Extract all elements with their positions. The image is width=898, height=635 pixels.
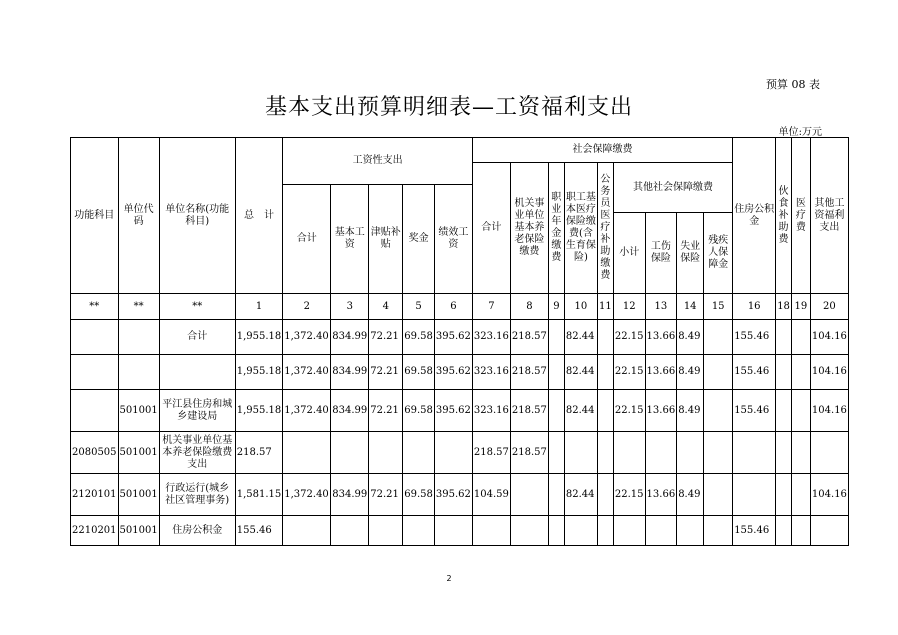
cell-annuity bbox=[548, 355, 564, 390]
cell-performance: 395.62 bbox=[434, 355, 472, 390]
header-injury: 工伤保险 bbox=[645, 213, 677, 294]
cell-disability bbox=[704, 432, 733, 474]
header-unemployment: 失业保险 bbox=[677, 213, 704, 294]
header-allowance: 津贴补贴 bbox=[369, 185, 403, 294]
index-cell: 11 bbox=[597, 294, 613, 320]
cell-code: 501001 bbox=[118, 432, 159, 474]
cell-other-welfare: 104.16 bbox=[810, 355, 848, 390]
cell-code bbox=[118, 355, 159, 390]
cell-social-total: 218.57 bbox=[472, 432, 510, 474]
cell-medical: 82.44 bbox=[564, 320, 597, 355]
budget-table bbox=[70, 137, 849, 546]
cell-allowance: 72.21 bbox=[369, 474, 403, 516]
cell-allowance: 72.21 bbox=[369, 390, 403, 432]
cell-medical bbox=[564, 432, 597, 474]
cell-basic-wage: 834.99 bbox=[331, 355, 369, 390]
header-medical: 职工基本医疗保险缴费(含生育保险) bbox=[564, 163, 597, 294]
cell-meal bbox=[776, 390, 792, 432]
cell-wage-total bbox=[283, 516, 331, 546]
cell-wage-total: 1,372.40 bbox=[283, 320, 331, 355]
index-cell: ** bbox=[118, 294, 159, 320]
cell-pension: 218.57 bbox=[510, 320, 548, 355]
cell-injury bbox=[645, 432, 677, 474]
cell-func: 2080505 bbox=[71, 432, 119, 474]
cell-basic-wage: 834.99 bbox=[331, 474, 369, 516]
header-pension: 机关事业单位基本养老保险缴费 bbox=[510, 163, 548, 294]
cell-bonus: 69.58 bbox=[403, 390, 435, 432]
cell-name: 平江县住房和城乡建设局 bbox=[159, 390, 235, 432]
table-row-grand-total bbox=[71, 320, 849, 355]
cell-social-total: 323.16 bbox=[472, 390, 510, 432]
index-cell: 20 bbox=[810, 294, 848, 320]
cell-unemployment: 8.49 bbox=[677, 474, 704, 516]
cell-bonus: 69.58 bbox=[403, 474, 435, 516]
cell-civil-medical bbox=[597, 432, 613, 474]
index-cell: 15 bbox=[704, 294, 733, 320]
cell-allowance bbox=[369, 516, 403, 546]
cell-annuity bbox=[548, 390, 564, 432]
cell-performance: 395.62 bbox=[434, 390, 472, 432]
cell-housing: 155.46 bbox=[733, 390, 776, 432]
index-cell: 4 bbox=[369, 294, 403, 320]
cell-med-fee bbox=[791, 516, 810, 546]
cell-func bbox=[71, 355, 119, 390]
cell-civil-medical bbox=[597, 355, 613, 390]
cell-other-welfare: 104.16 bbox=[810, 320, 848, 355]
cell-total: 1,581.15 bbox=[235, 474, 283, 516]
cell-code: 501001 bbox=[118, 390, 159, 432]
cell-bonus: 69.58 bbox=[403, 355, 435, 390]
cell-performance: 395.62 bbox=[434, 320, 472, 355]
header-basic-wage: 基本工资 bbox=[331, 185, 369, 294]
cell-code: 501001 bbox=[118, 474, 159, 516]
cell-disability bbox=[704, 355, 733, 390]
table-row-department bbox=[71, 355, 849, 390]
cell-func bbox=[71, 320, 119, 355]
cell-basic-wage bbox=[331, 432, 369, 474]
header-subtotal: 小计 bbox=[613, 213, 645, 294]
cell-disability bbox=[704, 320, 733, 355]
cell-bonus: 69.58 bbox=[403, 320, 435, 355]
cell-total: 155.46 bbox=[235, 516, 283, 546]
index-cell: 13 bbox=[645, 294, 677, 320]
cell-unemployment bbox=[677, 432, 704, 474]
header-func: 功能科目 bbox=[71, 138, 119, 294]
cell-basic-wage: 834.99 bbox=[331, 320, 369, 355]
cell-housing: 155.46 bbox=[733, 320, 776, 355]
cell-med-fee bbox=[791, 390, 810, 432]
cell-injury: 13.66 bbox=[645, 355, 677, 390]
cell-meal bbox=[776, 432, 792, 474]
cell-housing: 155.46 bbox=[733, 516, 776, 546]
header-other-welfare: 其他工资福利支出 bbox=[810, 138, 848, 294]
cell-annuity bbox=[548, 432, 564, 474]
cell-other-welfare bbox=[810, 516, 848, 546]
header-meal: 伙食补助费 bbox=[776, 138, 792, 294]
cell-injury: 13.66 bbox=[645, 390, 677, 432]
cell-civil-medical bbox=[597, 516, 613, 546]
cell-civil-medical bbox=[597, 320, 613, 355]
cell-annuity bbox=[548, 516, 564, 546]
cell-total: 1,955.18 bbox=[235, 355, 283, 390]
cell-basic-wage bbox=[331, 516, 369, 546]
table-header bbox=[71, 138, 849, 294]
cell-meal bbox=[776, 474, 792, 516]
index-cell: ** bbox=[71, 294, 119, 320]
header-unit-name: 单位名称(功能科目) bbox=[159, 138, 235, 294]
page-number: 2 bbox=[446, 574, 452, 583]
cell-allowance: 72.21 bbox=[369, 355, 403, 390]
cell-subtotal: 22.15 bbox=[613, 474, 645, 516]
index-cell: 3 bbox=[331, 294, 369, 320]
table-row-admin bbox=[71, 474, 849, 516]
index-cell: 5 bbox=[403, 294, 435, 320]
cell-med-fee bbox=[791, 320, 810, 355]
cell-meal bbox=[776, 355, 792, 390]
cell-func bbox=[71, 390, 119, 432]
cell-total: 1,955.18 bbox=[235, 390, 283, 432]
table-body bbox=[71, 294, 849, 546]
header-social-total: 合计 bbox=[472, 163, 510, 294]
cell-unemployment: 8.49 bbox=[677, 355, 704, 390]
cell-bonus bbox=[403, 516, 435, 546]
cell-other-welfare: 104.16 bbox=[810, 474, 848, 516]
cell-subtotal bbox=[613, 516, 645, 546]
cell-injury bbox=[645, 516, 677, 546]
cell-injury: 13.66 bbox=[645, 474, 677, 516]
cell-pension bbox=[510, 516, 548, 546]
cell-wage-total: 1,372.40 bbox=[283, 390, 331, 432]
cell-med-fee bbox=[791, 432, 810, 474]
unit-label: 单位:万元 bbox=[778, 127, 822, 138]
cell-name: 行政运行(城乡社区管理事务) bbox=[159, 474, 235, 516]
cell-subtotal: 22.15 bbox=[613, 355, 645, 390]
index-cell: 10 bbox=[564, 294, 597, 320]
cell-social-total: 323.16 bbox=[472, 320, 510, 355]
cell-total: 1,955.18 bbox=[235, 320, 283, 355]
index-cell: 14 bbox=[677, 294, 704, 320]
cell-annuity bbox=[548, 474, 564, 516]
cell-basic-wage: 834.99 bbox=[331, 390, 369, 432]
index-cell: 19 bbox=[791, 294, 810, 320]
cell-meal bbox=[776, 320, 792, 355]
cell-total: 218.57 bbox=[235, 432, 283, 474]
cell-allowance: 72.21 bbox=[369, 320, 403, 355]
cell-wage-total: 1,372.40 bbox=[283, 355, 331, 390]
index-cell: 8 bbox=[510, 294, 548, 320]
cell-med-fee bbox=[791, 474, 810, 516]
cell-medical bbox=[564, 516, 597, 546]
index-cell: 9 bbox=[548, 294, 564, 320]
page-title: 基本支出预算明细表—工资福利支出 bbox=[264, 95, 633, 120]
table-row-pension bbox=[71, 432, 849, 474]
cell-civil-medical bbox=[597, 390, 613, 432]
cell-code bbox=[118, 320, 159, 355]
cell-housing: 155.46 bbox=[733, 355, 776, 390]
cell-social-total: 104.59 bbox=[472, 474, 510, 516]
cell-wage-total: 1,372.40 bbox=[283, 474, 331, 516]
cell-unemployment: 8.49 bbox=[677, 390, 704, 432]
cell-civil-medical bbox=[597, 474, 613, 516]
header-bonus: 奖金 bbox=[403, 185, 435, 294]
cell-pension: 218.57 bbox=[510, 432, 548, 474]
cell-meal bbox=[776, 516, 792, 546]
form-number: 预算 08 表 bbox=[766, 78, 820, 91]
cell-medical: 82.44 bbox=[564, 390, 597, 432]
cell-subtotal: 22.15 bbox=[613, 320, 645, 355]
cell-disability bbox=[704, 390, 733, 432]
cell-performance bbox=[434, 516, 472, 546]
cell-code: 501001 bbox=[118, 516, 159, 546]
cell-name: 机关事业单位基本养老保险缴费支出 bbox=[159, 432, 235, 474]
cell-func: 2120101 bbox=[71, 474, 119, 516]
index-cell: 6 bbox=[434, 294, 472, 320]
header-annuity: 职业年金缴费 bbox=[548, 163, 564, 294]
cell-other-welfare bbox=[810, 432, 848, 474]
cell-medical: 82.44 bbox=[564, 474, 597, 516]
header-social-group: 社会保障缴费 bbox=[472, 138, 732, 163]
cell-housing bbox=[733, 474, 776, 516]
cell-unemployment bbox=[677, 516, 704, 546]
cell-other-welfare: 104.16 bbox=[810, 390, 848, 432]
cell-bonus bbox=[403, 432, 435, 474]
cell-disability bbox=[704, 516, 733, 546]
index-row bbox=[71, 294, 849, 320]
header-housing: 住房公积金 bbox=[733, 138, 776, 294]
header-performance: 绩效工资 bbox=[434, 185, 472, 294]
cell-performance: 395.62 bbox=[434, 474, 472, 516]
cell-disability bbox=[704, 474, 733, 516]
index-cell: 12 bbox=[613, 294, 645, 320]
cell-housing bbox=[733, 432, 776, 474]
index-cell: 2 bbox=[283, 294, 331, 320]
cell-name bbox=[159, 355, 235, 390]
cell-func: 2210201 bbox=[71, 516, 119, 546]
index-cell: 16 bbox=[733, 294, 776, 320]
cell-medical: 82.44 bbox=[564, 355, 597, 390]
cell-allowance bbox=[369, 432, 403, 474]
table-row-housing bbox=[71, 516, 849, 546]
cell-performance bbox=[434, 432, 472, 474]
index-cell: 1 bbox=[235, 294, 283, 320]
header-other-social-group: 其他社会保障缴费 bbox=[613, 163, 732, 213]
index-cell: 7 bbox=[472, 294, 510, 320]
header-wage-total: 合计 bbox=[283, 185, 331, 294]
cell-med-fee bbox=[791, 355, 810, 390]
index-cell: 18 bbox=[776, 294, 792, 320]
cell-subtotal bbox=[613, 432, 645, 474]
cell-pension bbox=[510, 474, 548, 516]
cell-social-total: 323.16 bbox=[472, 355, 510, 390]
cell-name: 住房公积金 bbox=[159, 516, 235, 546]
index-cell: ** bbox=[159, 294, 235, 320]
header-med-fee: 医疗费 bbox=[791, 138, 810, 294]
cell-pension: 218.57 bbox=[510, 390, 548, 432]
table-row-bureau bbox=[71, 390, 849, 432]
header-unit-code: 单位代码 bbox=[118, 138, 159, 294]
header-wage-group: 工资性支出 bbox=[283, 138, 473, 185]
header-total: 总 计 bbox=[235, 138, 283, 294]
header-civil-medical: 公务员医疗补助缴费 bbox=[597, 163, 613, 294]
header-disability: 残疾人保障金 bbox=[704, 213, 733, 294]
cell-unemployment: 8.49 bbox=[677, 320, 704, 355]
cell-annuity bbox=[548, 320, 564, 355]
cell-wage-total bbox=[283, 432, 331, 474]
cell-social-total bbox=[472, 516, 510, 546]
cell-name: 合计 bbox=[159, 320, 235, 355]
cell-injury: 13.66 bbox=[645, 320, 677, 355]
cell-pension: 218.57 bbox=[510, 355, 548, 390]
cell-subtotal: 22.15 bbox=[613, 390, 645, 432]
